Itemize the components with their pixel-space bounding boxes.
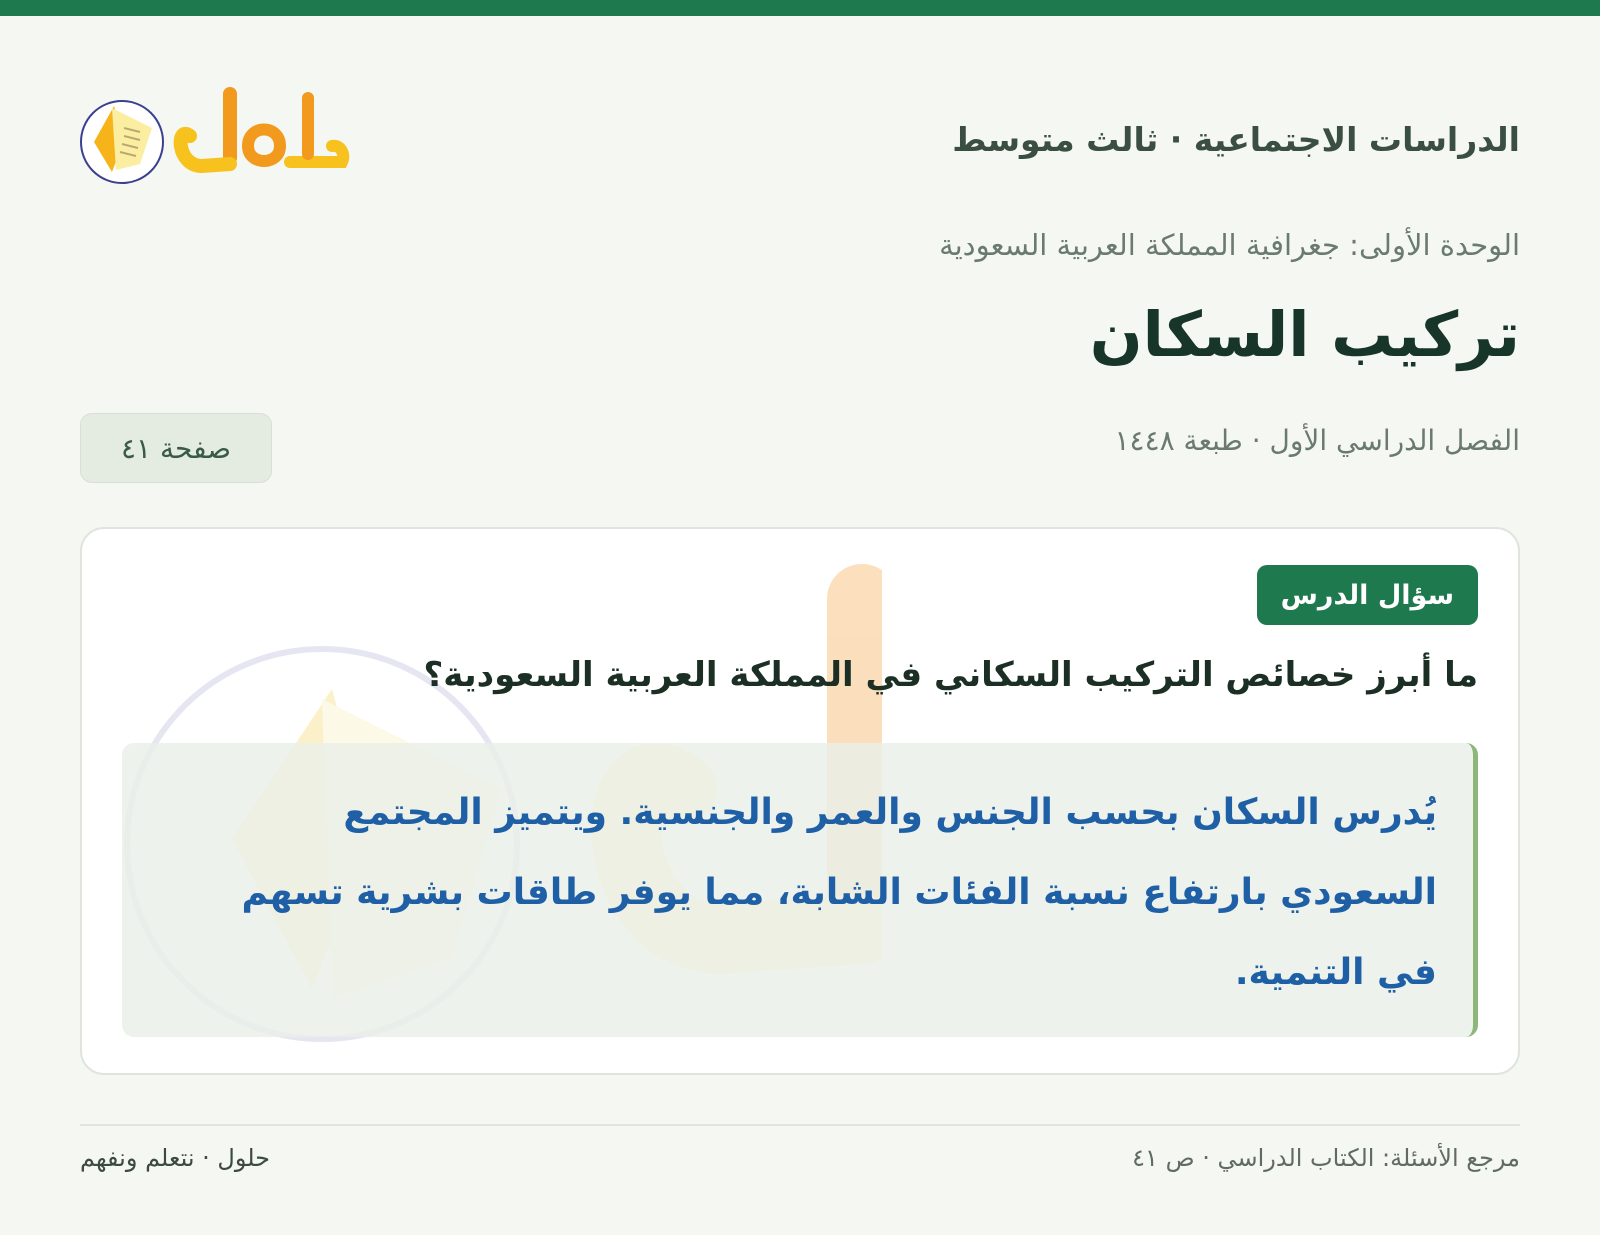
lesson-title: تركيب السكان	[1089, 298, 1520, 371]
hulul-logo[interactable]	[80, 84, 350, 184]
answer-text: يُدرس السكان بحسب الجنس والعمر والجنسية. ويتميز المجتمع السعودي بارتفاع نسبة الفئات الشابة، مما يوفر طاقات بشرية تسهم في التنمية.	[241, 792, 1437, 993]
unit-subtitle: الوحدة الأولى: جغرافية المملكة العربية السعودية	[939, 228, 1520, 262]
page	[80, 16, 1520, 1235]
answer-box	[122, 743, 1478, 1037]
edition-meta: الفصل الدراسي الأول · طبعة ١٤٤٨	[1114, 424, 1520, 457]
question-card	[80, 527, 1520, 1075]
footer-brand[interactable]: حلول · نتعلم ونفهم	[80, 1144, 270, 1172]
question-text: ما أبرز خصائص التركيب السكاني في المملكة العربية السعودية؟	[423, 655, 1478, 695]
page-number-badge[interactable]: صفحة ٤١	[80, 413, 272, 483]
header	[80, 70, 1520, 190]
question-badge: سؤال الدرس	[1257, 565, 1478, 625]
footer-divider	[80, 1124, 1520, 1126]
top-accent-bar	[0, 0, 1600, 16]
subject-title: الدراسات الاجتماعية · ثالث متوسط	[952, 120, 1520, 159]
footer-reference: مرجع الأسئلة: الكتاب الدراسي · ص ٤١	[1132, 1144, 1520, 1172]
